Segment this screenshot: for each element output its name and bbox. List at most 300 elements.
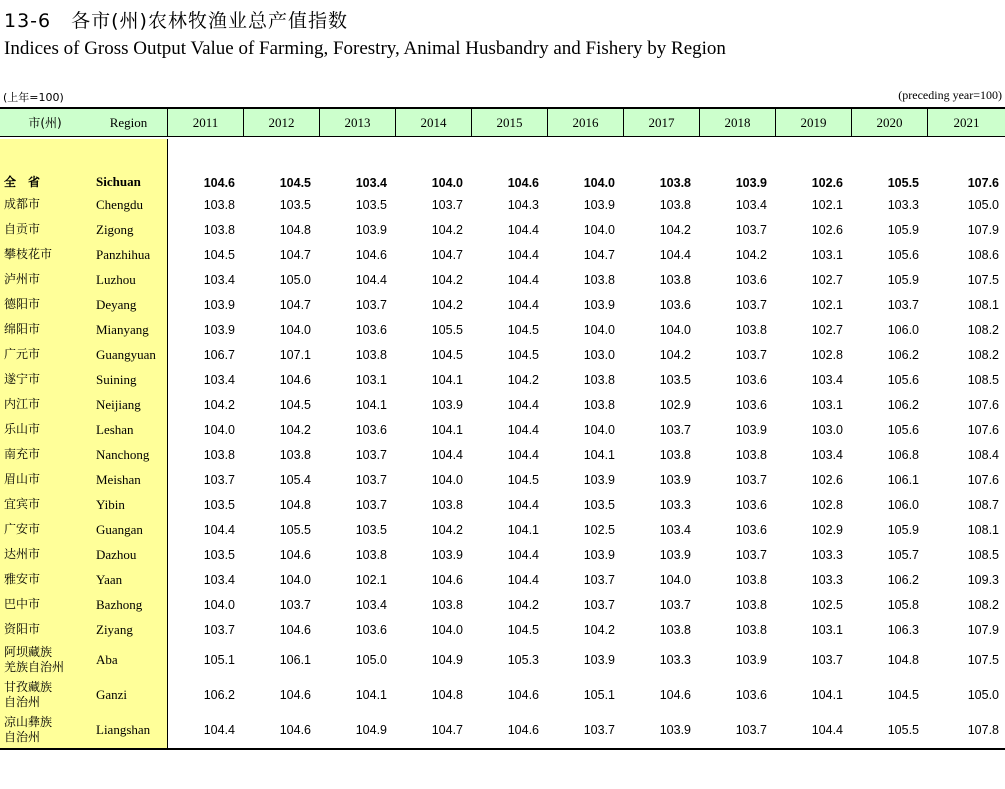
region-name-en: Deyang bbox=[96, 296, 137, 312]
index-value: 103.0 bbox=[583, 347, 615, 362]
index-value: 104.6 bbox=[507, 687, 539, 702]
region-name-cn: 广元市 bbox=[4, 347, 41, 361]
header-year: 2020 bbox=[852, 109, 928, 136]
index-value: 107.5 bbox=[967, 272, 999, 287]
index-value: 104.4 bbox=[507, 572, 539, 587]
index-value: 103.7 bbox=[735, 547, 767, 562]
region-name-en: Guangyuan bbox=[96, 346, 156, 362]
index-value: 104.4 bbox=[507, 447, 539, 462]
index-value: 104.0 bbox=[279, 322, 311, 337]
index-value: 102.6 bbox=[811, 176, 843, 190]
region-name-en: Yaan bbox=[96, 571, 123, 587]
header-year: 2018 bbox=[700, 109, 776, 136]
index-value: 104.2 bbox=[507, 372, 539, 387]
region-name-en: Chengdu bbox=[96, 196, 143, 212]
index-value: 106.7 bbox=[203, 347, 235, 362]
index-value: 103.9 bbox=[583, 197, 615, 212]
table-row bbox=[0, 712, 1005, 747]
index-value: 104.2 bbox=[659, 347, 691, 362]
index-value: 104.5 bbox=[203, 247, 235, 262]
index-value: 107.5 bbox=[967, 652, 999, 667]
region-name-cn: 巴中市 bbox=[4, 597, 41, 611]
index-value: 102.9 bbox=[811, 522, 843, 537]
region-name-cn: 南充市 bbox=[4, 447, 41, 461]
region-name-cn: 泸州市 bbox=[4, 272, 41, 286]
region-name-cn: 雅安市 bbox=[4, 572, 41, 586]
index-value: 103.4 bbox=[659, 522, 691, 537]
index-value: 103.7 bbox=[735, 472, 767, 487]
index-value: 103.6 bbox=[659, 297, 691, 312]
index-value: 102.6 bbox=[811, 222, 843, 237]
index-value: 103.8 bbox=[203, 447, 235, 462]
table-row bbox=[0, 567, 1005, 592]
index-value: 108.7 bbox=[967, 497, 999, 512]
index-value: 103.8 bbox=[659, 622, 691, 637]
title-cn: 13-6 各市(州)农林牧渔业总产值指数 bbox=[4, 10, 348, 32]
region-name-cn: 宜宾市 bbox=[4, 497, 41, 511]
index-value: 103.6 bbox=[355, 422, 387, 437]
index-value: 103.5 bbox=[659, 372, 691, 387]
region-name-en: Mianyang bbox=[96, 321, 149, 337]
index-value: 103.8 bbox=[659, 176, 691, 190]
index-value: 103.7 bbox=[583, 572, 615, 587]
index-value: 106.2 bbox=[887, 347, 919, 362]
index-value: 104.5 bbox=[507, 347, 539, 362]
index-value: 106.2 bbox=[887, 572, 919, 587]
index-value: 106.2 bbox=[203, 687, 235, 702]
index-value: 104.2 bbox=[431, 297, 463, 312]
index-value: 107.9 bbox=[967, 222, 999, 237]
table-row bbox=[0, 342, 1005, 367]
title-en: Indices of Gross Output Value of Farming, Forestry, Animal Husbandry and Fishery by Region bbox=[4, 38, 726, 59]
index-value: 102.8 bbox=[811, 497, 843, 512]
index-value: 104.4 bbox=[507, 422, 539, 437]
index-value: 104.5 bbox=[507, 472, 539, 487]
index-value: 104.0 bbox=[431, 176, 463, 190]
index-value: 105.9 bbox=[887, 522, 919, 537]
table-header-row bbox=[0, 107, 1005, 137]
index-value: 108.2 bbox=[967, 347, 999, 362]
index-value: 104.0 bbox=[583, 176, 615, 190]
index-value: 105.1 bbox=[203, 652, 235, 667]
index-value: 103.9 bbox=[735, 422, 767, 437]
index-value: 103.9 bbox=[659, 547, 691, 562]
table-row bbox=[0, 392, 1005, 417]
index-value: 104.4 bbox=[507, 297, 539, 312]
index-value: 103.7 bbox=[355, 497, 387, 512]
header-year: 2016 bbox=[548, 109, 624, 136]
index-value: 106.1 bbox=[279, 652, 311, 667]
index-value: 103.8 bbox=[583, 272, 615, 287]
index-value: 103.7 bbox=[355, 297, 387, 312]
index-value: 103.6 bbox=[735, 272, 767, 287]
table-row bbox=[0, 517, 1005, 542]
table-row bbox=[0, 617, 1005, 642]
region-name-en: Suining bbox=[96, 371, 137, 387]
index-value: 103.3 bbox=[811, 572, 843, 587]
index-value: 103.7 bbox=[279, 597, 311, 612]
index-value: 105.3 bbox=[507, 652, 539, 667]
index-value: 105.5 bbox=[887, 176, 919, 190]
index-value: 107.8 bbox=[967, 722, 999, 737]
index-value: 104.6 bbox=[507, 176, 539, 190]
index-value: 103.3 bbox=[887, 197, 919, 212]
region-name-cn: 甘孜藏族 自治州 bbox=[4, 679, 53, 709]
index-value: 104.5 bbox=[431, 347, 463, 362]
index-value: 103.8 bbox=[735, 322, 767, 337]
index-value: 103.6 bbox=[735, 372, 767, 387]
unit-note-cn: (上年=100) bbox=[3, 91, 64, 104]
table-row bbox=[0, 367, 1005, 392]
index-value: 105.0 bbox=[355, 652, 387, 667]
index-value: 103.7 bbox=[203, 622, 235, 637]
index-value: 105.5 bbox=[279, 522, 311, 537]
index-value: 104.4 bbox=[507, 272, 539, 287]
region-name-en: Sichuan bbox=[96, 174, 141, 189]
index-value: 105.9 bbox=[887, 222, 919, 237]
region-name-cn: 内江市 bbox=[4, 397, 41, 411]
index-value: 102.6 bbox=[811, 472, 843, 487]
index-value: 106.2 bbox=[887, 397, 919, 412]
index-value: 104.4 bbox=[431, 447, 463, 462]
index-value: 104.7 bbox=[583, 247, 615, 262]
index-value: 103.7 bbox=[203, 472, 235, 487]
index-value: 103.3 bbox=[659, 652, 691, 667]
index-value: 103.6 bbox=[735, 497, 767, 512]
index-value: 103.3 bbox=[811, 547, 843, 562]
index-value: 103.4 bbox=[203, 272, 235, 287]
index-value: 103.7 bbox=[735, 722, 767, 737]
index-value: 105.4 bbox=[279, 472, 311, 487]
index-value: 104.4 bbox=[507, 497, 539, 512]
index-value: 103.1 bbox=[811, 247, 843, 262]
index-value: 102.5 bbox=[811, 597, 843, 612]
header-year: 2015 bbox=[472, 109, 548, 136]
index-value: 104.4 bbox=[659, 247, 691, 262]
index-value: 106.0 bbox=[887, 322, 919, 337]
index-value: 104.2 bbox=[735, 247, 767, 262]
index-value: 103.4 bbox=[203, 572, 235, 587]
index-value: 103.8 bbox=[735, 572, 767, 587]
index-value: 104.6 bbox=[431, 572, 463, 587]
index-value: 105.8 bbox=[887, 597, 919, 612]
index-value: 108.6 bbox=[967, 247, 999, 262]
table-row bbox=[0, 317, 1005, 342]
header-year: 2019 bbox=[776, 109, 852, 136]
index-value: 104.1 bbox=[507, 522, 539, 537]
table-row bbox=[0, 467, 1005, 492]
data-table bbox=[0, 107, 1005, 137]
table-row bbox=[0, 292, 1005, 317]
index-value: 104.0 bbox=[431, 472, 463, 487]
index-value: 103.9 bbox=[431, 397, 463, 412]
index-value: 103.7 bbox=[431, 197, 463, 212]
index-value: 103.9 bbox=[735, 176, 767, 190]
region-name-en: Ganzi bbox=[96, 686, 128, 702]
index-value: 104.8 bbox=[887, 652, 919, 667]
index-value: 108.2 bbox=[967, 322, 999, 337]
region-name-en: Leshan bbox=[96, 421, 134, 437]
region-name-en: Ziyang bbox=[96, 621, 133, 637]
index-value: 103.4 bbox=[355, 176, 387, 190]
index-value: 103.6 bbox=[355, 622, 387, 637]
table-row bbox=[0, 592, 1005, 617]
index-value: 104.2 bbox=[507, 597, 539, 612]
index-value: 104.7 bbox=[279, 247, 311, 262]
table-row bbox=[0, 242, 1005, 267]
index-value: 104.6 bbox=[203, 176, 235, 190]
index-value: 102.7 bbox=[811, 272, 843, 287]
region-name-cn: 广安市 bbox=[4, 522, 41, 536]
table-row bbox=[0, 442, 1005, 467]
index-value: 104.7 bbox=[279, 297, 311, 312]
header-year: 2011 bbox=[168, 109, 244, 136]
index-value: 104.6 bbox=[355, 247, 387, 262]
index-value: 107.1 bbox=[279, 347, 311, 362]
index-value: 103.4 bbox=[735, 197, 767, 212]
table-body bbox=[0, 139, 1005, 747]
region-name-cn: 乐山市 bbox=[4, 422, 41, 436]
index-value: 106.1 bbox=[887, 472, 919, 487]
index-value: 108.1 bbox=[967, 297, 999, 312]
index-value: 108.2 bbox=[967, 597, 999, 612]
index-value: 104.1 bbox=[431, 372, 463, 387]
table-row bbox=[0, 642, 1005, 677]
region-name-en: Luzhou bbox=[96, 271, 136, 287]
index-value: 105.7 bbox=[887, 547, 919, 562]
index-value: 104.0 bbox=[583, 422, 615, 437]
index-value: 105.6 bbox=[887, 247, 919, 262]
region-name-en: Zigong bbox=[96, 221, 134, 237]
index-value: 108.4 bbox=[967, 447, 999, 462]
index-value: 104.1 bbox=[355, 687, 387, 702]
index-value: 106.0 bbox=[887, 497, 919, 512]
index-value: 105.5 bbox=[887, 722, 919, 737]
region-name-en: Panzhihua bbox=[96, 246, 151, 262]
index-value: 102.1 bbox=[811, 297, 843, 312]
region-name-cn: 全 省 bbox=[4, 175, 41, 189]
index-value: 107.9 bbox=[967, 622, 999, 637]
index-value: 104.2 bbox=[583, 622, 615, 637]
index-value: 103.9 bbox=[583, 297, 615, 312]
index-value: 103.1 bbox=[811, 622, 843, 637]
index-value: 103.7 bbox=[355, 447, 387, 462]
index-value: 104.5 bbox=[887, 687, 919, 702]
table-row bbox=[0, 267, 1005, 292]
index-value: 106.3 bbox=[887, 622, 919, 637]
index-value: 104.0 bbox=[583, 222, 615, 237]
index-value: 102.1 bbox=[811, 197, 843, 212]
index-value: 104.0 bbox=[431, 622, 463, 637]
index-value: 104.1 bbox=[355, 397, 387, 412]
unit-note-en: (preceding year=100) bbox=[898, 88, 1002, 102]
index-value: 107.6 bbox=[967, 422, 999, 437]
index-value: 107.6 bbox=[967, 397, 999, 412]
region-name-en: Neijiang bbox=[96, 396, 141, 412]
index-value: 103.8 bbox=[355, 347, 387, 362]
region-name-cn: 阿坝藏族 羌族自治州 bbox=[4, 644, 65, 674]
index-value: 104.2 bbox=[203, 397, 235, 412]
index-value: 104.0 bbox=[583, 322, 615, 337]
region-name-en: Bazhong bbox=[96, 596, 143, 612]
index-value: 103.8 bbox=[659, 272, 691, 287]
index-value: 104.2 bbox=[431, 272, 463, 287]
region-name-en: Nanchong bbox=[96, 446, 150, 462]
index-value: 104.2 bbox=[279, 422, 311, 437]
index-value: 105.1 bbox=[583, 687, 615, 702]
index-value: 103.5 bbox=[203, 547, 235, 562]
index-value: 104.1 bbox=[431, 422, 463, 437]
index-value: 104.0 bbox=[203, 597, 235, 612]
index-value: 102.5 bbox=[583, 522, 615, 537]
header-year: 2014 bbox=[396, 109, 472, 136]
table-row bbox=[0, 542, 1005, 567]
index-value: 104.6 bbox=[279, 722, 311, 737]
index-value: 103.6 bbox=[735, 687, 767, 702]
index-value: 104.6 bbox=[279, 687, 311, 702]
table-bottom-rule bbox=[0, 748, 1005, 750]
index-value: 103.7 bbox=[811, 652, 843, 667]
region-name-cn: 德阳市 bbox=[4, 297, 41, 311]
index-value: 104.6 bbox=[279, 372, 311, 387]
table-row-total bbox=[0, 139, 1005, 192]
region-name-cn: 资阳市 bbox=[4, 622, 41, 636]
region-name-en: Dazhou bbox=[96, 546, 137, 562]
index-value: 103.7 bbox=[735, 222, 767, 237]
region-name-cn: 自贡市 bbox=[4, 222, 41, 236]
index-value: 105.0 bbox=[279, 272, 311, 287]
index-value: 108.5 bbox=[967, 547, 999, 562]
index-value: 103.8 bbox=[659, 447, 691, 462]
index-value: 108.1 bbox=[967, 522, 999, 537]
table-row bbox=[0, 217, 1005, 242]
index-value: 106.8 bbox=[887, 447, 919, 462]
index-value: 103.7 bbox=[887, 297, 919, 312]
index-value: 103.7 bbox=[735, 347, 767, 362]
index-value: 102.7 bbox=[811, 322, 843, 337]
index-value: 107.6 bbox=[967, 176, 999, 190]
index-value: 104.8 bbox=[431, 687, 463, 702]
index-value: 103.9 bbox=[659, 472, 691, 487]
index-value: 103.7 bbox=[659, 422, 691, 437]
index-value: 104.4 bbox=[507, 397, 539, 412]
index-value: 104.6 bbox=[507, 722, 539, 737]
index-value: 103.9 bbox=[431, 547, 463, 562]
index-value: 107.6 bbox=[967, 472, 999, 487]
index-value: 103.7 bbox=[355, 472, 387, 487]
index-value: 102.1 bbox=[355, 572, 387, 587]
index-value: 104.4 bbox=[203, 522, 235, 537]
index-value: 103.9 bbox=[735, 652, 767, 667]
index-value: 104.5 bbox=[279, 397, 311, 412]
region-name-cn: 绵阳市 bbox=[4, 322, 41, 336]
index-value: 103.4 bbox=[203, 372, 235, 387]
index-value: 103.9 bbox=[355, 222, 387, 237]
index-value: 105.0 bbox=[967, 197, 999, 212]
index-value: 103.5 bbox=[583, 497, 615, 512]
index-value: 104.7 bbox=[431, 722, 463, 737]
index-value: 103.4 bbox=[355, 597, 387, 612]
index-value: 104.0 bbox=[659, 572, 691, 587]
index-value: 104.0 bbox=[203, 422, 235, 437]
index-value: 103.9 bbox=[203, 297, 235, 312]
index-value: 103.8 bbox=[735, 447, 767, 462]
index-value: 104.6 bbox=[659, 687, 691, 702]
index-value: 103.8 bbox=[203, 222, 235, 237]
table-row bbox=[0, 417, 1005, 442]
index-value: 103.7 bbox=[735, 297, 767, 312]
index-value: 103.9 bbox=[659, 722, 691, 737]
header-year: 2013 bbox=[320, 109, 396, 136]
region-name-en: Liangshan bbox=[96, 721, 151, 737]
header-region-en: Region bbox=[90, 109, 168, 136]
index-value: 103.8 bbox=[431, 597, 463, 612]
header-region-cn: 市(州) bbox=[28, 116, 62, 130]
index-value: 103.9 bbox=[583, 472, 615, 487]
index-value: 103.3 bbox=[659, 497, 691, 512]
region-name-cn: 遂宁市 bbox=[4, 372, 41, 386]
index-value: 103.5 bbox=[203, 497, 235, 512]
region-name-cn: 眉山市 bbox=[4, 472, 41, 486]
index-value: 104.1 bbox=[583, 447, 615, 462]
index-value: 103.6 bbox=[355, 322, 387, 337]
index-value: 102.9 bbox=[659, 397, 691, 412]
index-value: 103.8 bbox=[735, 622, 767, 637]
index-value: 103.8 bbox=[203, 197, 235, 212]
index-value: 103.8 bbox=[583, 372, 615, 387]
index-value: 103.0 bbox=[811, 422, 843, 437]
index-value: 103.4 bbox=[811, 447, 843, 462]
index-value: 103.9 bbox=[583, 547, 615, 562]
header-year: 2012 bbox=[244, 109, 320, 136]
index-value: 102.8 bbox=[811, 347, 843, 362]
index-value: 105.9 bbox=[887, 272, 919, 287]
index-value: 103.1 bbox=[811, 397, 843, 412]
index-value: 104.7 bbox=[431, 247, 463, 262]
index-value: 103.6 bbox=[735, 522, 767, 537]
index-value: 104.2 bbox=[659, 222, 691, 237]
index-value: 103.8 bbox=[735, 597, 767, 612]
index-value: 104.8 bbox=[279, 497, 311, 512]
index-value: 104.0 bbox=[659, 322, 691, 337]
region-name-en: Meishan bbox=[96, 471, 141, 487]
index-value: 103.8 bbox=[583, 397, 615, 412]
index-value: 103.4 bbox=[811, 372, 843, 387]
index-value: 104.6 bbox=[279, 622, 311, 637]
table-row bbox=[0, 192, 1005, 217]
index-value: 103.8 bbox=[431, 497, 463, 512]
region-name-cn: 成都市 bbox=[4, 197, 41, 211]
index-value: 104.1 bbox=[811, 687, 843, 702]
region-name-cn: 达州市 bbox=[4, 547, 41, 561]
index-value: 103.7 bbox=[583, 597, 615, 612]
index-value: 103.1 bbox=[355, 372, 387, 387]
header-year: 2021 bbox=[953, 114, 980, 130]
table-row bbox=[0, 677, 1005, 712]
index-value: 104.2 bbox=[431, 222, 463, 237]
index-value: 105.0 bbox=[967, 687, 999, 702]
index-value: 104.5 bbox=[507, 622, 539, 637]
region-name-en: Yibin bbox=[96, 496, 125, 512]
index-value: 103.5 bbox=[279, 197, 311, 212]
region-name-cn: 攀枝花市 bbox=[4, 247, 53, 261]
index-value: 104.2 bbox=[431, 522, 463, 537]
index-value: 103.7 bbox=[659, 597, 691, 612]
header-year: 2017 bbox=[624, 109, 700, 136]
index-value: 103.5 bbox=[355, 522, 387, 537]
index-value: 104.5 bbox=[507, 322, 539, 337]
region-name-cn: 凉山彝族 自治州 bbox=[4, 714, 53, 744]
